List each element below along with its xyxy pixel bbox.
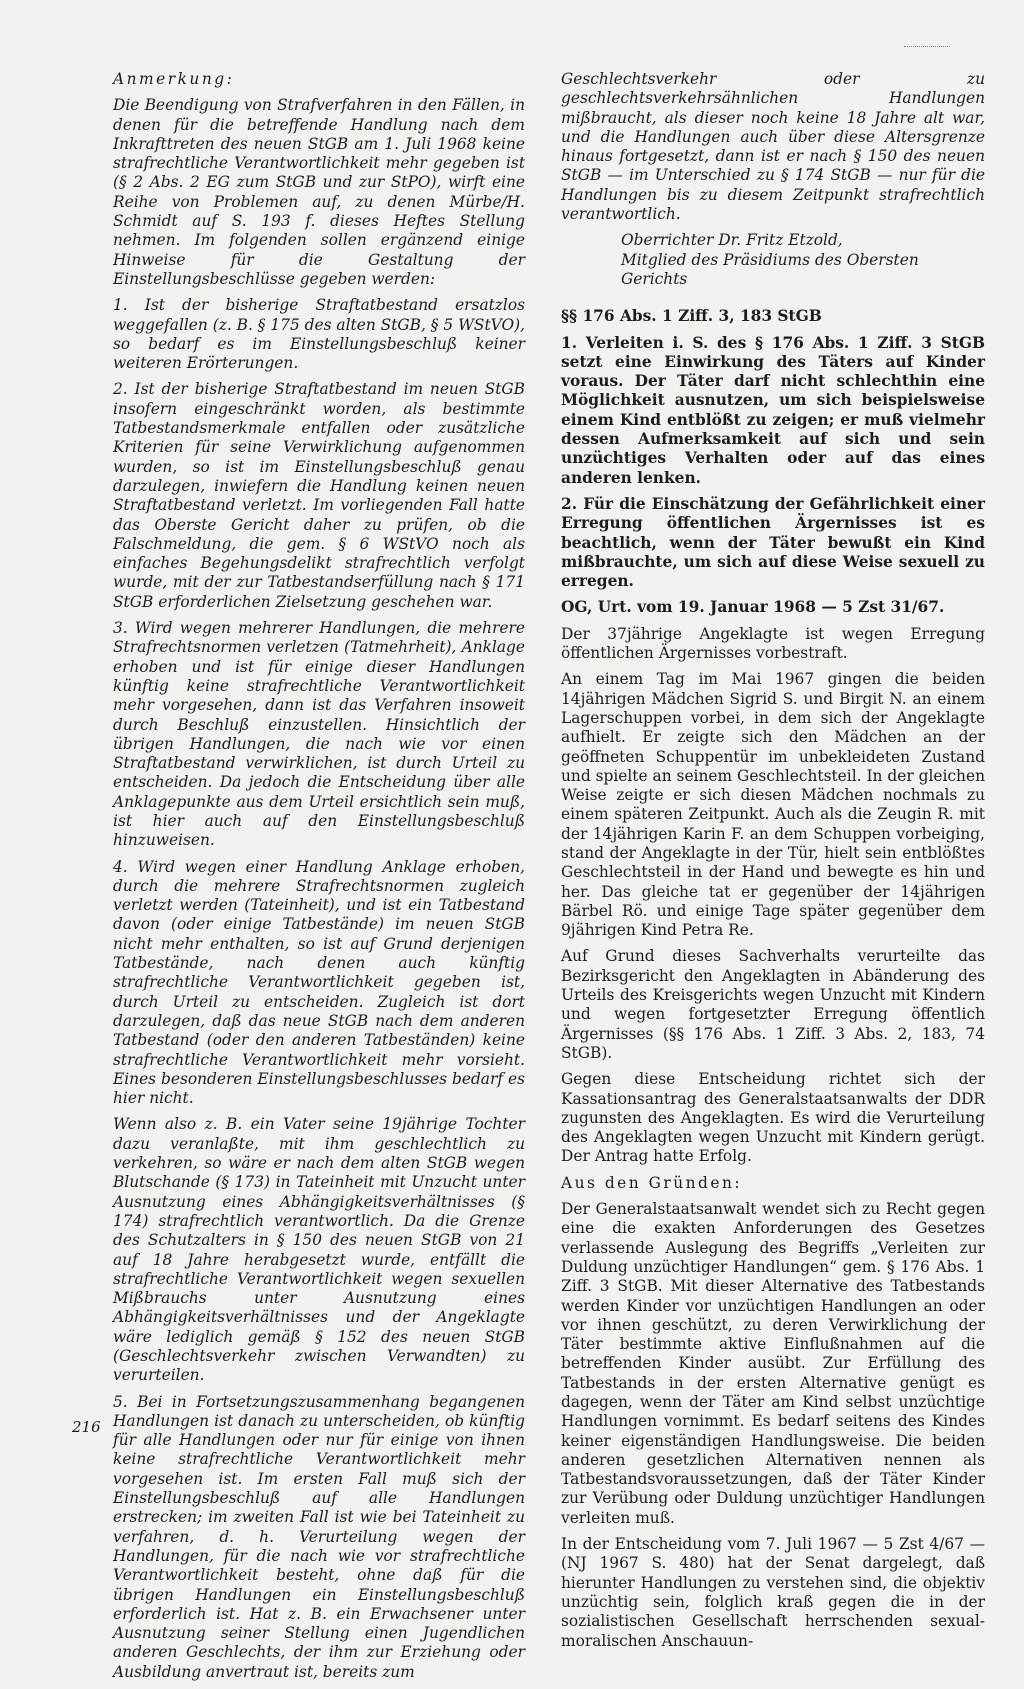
- scan-mark: [904, 46, 950, 49]
- left-paragraph: 4. Wird wegen einer Handlung Anklage erhoben, durch die mehrere Strafrechtsnormen zugleich verletzt werden (Tateinheit), und ist ein Tatbestand davon (oder einige Tatbestände) im neuen StGB nicht mehr enthalten, so ist auf Grund derjenigen Tatbestände, nach denen auch künftig strafrechtliche Verantwortlichkeit gegeben ist, durch Urteil zu entscheiden. Zugleich ist dort darzulegen, daß das neue StGB nach dem anderen Tatbestand (oder den anderen Tatbeständen) keine strafrechtliche Verantwortlichkeit mehr vorsieht. Eines besonderen Einstellungsbeschlusses bedarf es hier nicht.: [113, 857, 525, 1108]
- left-paragraph: 1. Ist der bisherige Straftatbestand ersatzlos weggefallen (z. B. § 175 des alten StGB, § 5 WStVO), so bedarf es im Einstellungsbeschluß keiner weiteren Erörterungen.: [113, 296, 525, 373]
- left-column: [113, 70, 525, 1689]
- decision-citation: OG, Urt. vom 19. Januar 1968 — 5 Zst 31/67.: [561, 598, 945, 617]
- continuation-paragraph: Geschlechtsverkehr oder zu geschlechtsverkehrsähnlichen Handlungen mißbraucht, als dieser noch keine 18 Jahre alt war, und die Handlungen auch über diese Altersgrenze hinaus fortgesetzt, dann ist er nach § 150 des neuen StGB — im Unterschied zu § 174 StGB — nur für die Handlungen bis zu diesem Zeitpunkt strafrechtlich verantwortlich.: [561, 70, 985, 224]
- grounds-paragraph: In der Entscheidung vom 7. Juli 1967 — 5 Zst 4/67 — (NJ 1967 S. 480) hat der Senat dargelegt, daß hierunter Handlungen zu verstehen sind, die objektiv unzüchtig sein, folglich kraß gegen die in der sozialistischen Gesellschaft herrschenden sexual-moralischen Anschauun-: [561, 1535, 985, 1650]
- left-paragraph: Wenn also z. B. ein Vater seine 19jährige Tochter dazu veranlaßte, mit ihm geschlechtlich zu verkehren, so wäre er nach dem alten StGB wegen Blutschande (§ 173) in Tateinheit mit Unzucht unter Ausnutzung eines Abhängigkeitsverhältnisses (§ 174) strafrechtlich verantwortlich. Da die Grenze des Schutzalters in § 150 des neuen StGB von 21 auf 18 Jahre herabgesetzt wurde, entfällt die strafrechtliche Verantwortlichkeit wegen sexuellen Mißbrauchs unter Ausnutzung eines Abhängigkeitsverhältnisses und der Angeklagte wäre lediglich gemäß § 152 des neuen StGB (Geschlechtsverkehr zwischen Verwandten) zu verurteilen.: [113, 1115, 525, 1385]
- author-title: Mitglied des Präsidiums des Obersten Gerichts: [621, 250, 919, 288]
- right-paragraph: An einem Tag im Mai 1967 gingen die beiden 14jährigen Mädchen Sigrid S. und Birgit N. an einem Lagerschuppen vorbei, in dem sich der Angeklagte aufhielt. Er zeigte sich den Mädchen an der geöffneten Schuppentür im unbekleideten Zustand und spielte an seinem Geschlechtsteil. In der gleichen Weise zeigte er sich diesen Mädchen nochmals zu einem späteren Zeitpunkt. Auch als die Zeugin R. mit der 14jährigen Karin F. an dem Schuppen vorbeiging, stand der Angeklagte in der Tür, hielt sein entblößtes Geschlechtsteil in der Hand und bewegte es hin und her. Das gleiche tat er gegenüber der 14jährigen Bärbel Rö. und einige Tage später gegenüber dem 9jährigen Kind Petra Re.: [561, 670, 985, 940]
- right-paragraph: Gegen diese Entscheidung richtet sich der Kassationsantrag des Generalstaatsanwalts der DDR zugunsten des Angeklagten. Es wird die Verurteilung des Angeklagten wegen Unzucht mit Kindern gerügt. Der Antrag hatte Erfolg.: [561, 1070, 985, 1166]
- left-paragraph: 3. Wird wegen mehrerer Handlungen, die mehrere Strafrechtsnormen verletzen (Tatmehrheit), Anklage erhoben und ist für einige dieser Handlungen künftig keine strafrechtliche Verantwortlichkeit mehr vorgesehen, dann ist das Verfahren insoweit durch Beschluß einzustellen. Hinsichtlich der übrigen Handlungen, die nach wie vor einen Straftatbestand verwirklichen, ist durch Urteil zu entscheiden. Da jedoch die Entscheidung über alle Anklagepunkte aus dem Urteil ersichtlich sein muß, ist hier auch auf den Einstellungsbeschluß hinzuweisen.: [113, 619, 525, 850]
- left-paragraph: Die Beendigung von Strafverfahren in den Fällen, in denen für die betreffende Handlung nach dem Inkrafttreten des neuen StGB am 1. Juli 1968 keine strafrechtliche Verantwortlichkeit mehr gegeben ist (§ 2 Abs. 2 EG zum StGB und zur StPO), wirft eine Reihe von Problemen auf, zu denen Mürbe/H. Schmidt auf S. 193 f. dieses Heftes Stellung nehmen. Im folgenden sollen ergänzend einige Hinweise für die Gestaltung der Einstellungsbeschlüsse gegeben werden:: [113, 96, 525, 288]
- right-paragraph: Auf Grund dieses Sachverhalts verurteilte das Bezirksgericht den Angeklagten in Abänderung des Urteils des Kreisgerichts wegen Unzucht mit Kindern und wegen fortgesetzter Erregung öffentlich Ärgernisses (§§ 176 Abs. 1 Ziff. 3 Abs. 2, 183, 74 StGB).: [561, 947, 985, 1062]
- grounds-heading: Aus den Gründen:: [561, 1173, 743, 1192]
- right-column: [561, 70, 985, 1658]
- page-number: 216: [72, 1418, 101, 1436]
- author-name: Oberrichter Dr. Fritz Etzold,: [621, 231, 843, 250]
- right-paragraph: Der 37jährige Angeklagte ist wegen Erregung öffentlichen Ärgernisses vorbestraft.: [561, 624, 985, 663]
- headnote: 2. Für die Einschätzung der Gefährlichkeit einer Erregung öffentlichen Ärgernisses ist es beachtlich, wenn der Täter bewußt ein Kind mißbrauchte, um sich auf diese Weise sexuell zu erregen.: [561, 494, 985, 591]
- left-paragraph: 2. Ist der bisherige Straftatbestand im neuen StGB insofern eingeschränkt worden, als bestimmte Tatbestandsmerkmale entfallen oder zusätzliche Kriterien für seine Verwirklichung aufgenommen wurden, so ist im Einstellungsbeschluß genau darzulegen, inwiefern die Handlung keinen neuen Straftatbestand verletzt. Im vorliegenden Fall hatte das Oberste Gericht daher zu prüfen, ob die Falschmeldung, die gem. § 6 WStVO noch als einfaches Begehungsdelikt strafrechtlich verfolgt wurde, mit der zur Tatbestandserfüllung nach § 171 StGB erforderlichen Zielsetzung geschehen war.: [113, 380, 525, 611]
- section-title: §§ 176 Abs. 1 Ziff. 3, 183 StGB: [561, 307, 822, 326]
- grounds-paragraph: Der Generalstaatsanwalt wendet sich zu Recht gegen eine die exakten Anforderungen des Gesetzes verlassende Auslegung des Begriffs „Verleiten zur Duldung unzüchtiger Handlungen“ gem. § 176 Abs. 1 Ziff. 3 StGB. Mit dieser Alternative des Tatbestands werden Kinder vor unzüchtigen Handlungen an oder vor ihnen geschützt, zu deren Verwirklichung der Täter bestimmte aktive Einflußnahmen auf die betreffenden Kinder ausübt. Zur Erfüllung des Tatbestands in der ersten Alternative genügt es dagegen, wenn der Täter am Kind selbst unzüchtige Handlungen vornimmt. Es bedarf seitens des Kindes keiner eigenständigen Handlungsweise. Die beiden anderen gesetzlichen Alternativen nennen als Tatbestandsvoraussetzungen, daß der Täter Kinder zur Verübung oder Duldung unzüchtiger Handlungen verleiten muß.: [561, 1200, 985, 1527]
- annotation-heading: Anmerkung:: [113, 70, 235, 88]
- headnote: 1. Verleiten i. S. des § 176 Abs. 1 Ziff. 3 StGB setzt eine Einwirkung des Täters auf Kinder voraus. Der Täter darf nicht schlechthin eine Möglichkeit ausnutzen, um sich beispielsweise einem Kind entblößt zu zeigen; er muß vielmehr dessen Aufmerksamkeit auf sich und sein unzüchtiges Verhalten oder auf das eines anderen lenken.: [561, 333, 985, 487]
- left-paragraph: 5. Bei in Fortsetzungszusammenhang begangenen Handlungen ist danach zu unterscheiden, ob künftig für alle Handlungen oder nur für einige von ihnen keine strafrechtliche Verantwortlichkeit mehr vorgesehen ist. Im ersten Fall muß sich der Einstellungsbeschluß auf alle Handlungen erstrecken; im zweiten Fall ist wie bei Tateinheit zu verfahren, d. h. Verurteilung wegen der Handlungen, für die nach wie vor strafrechtliche Verantwortlichkeit besteht, ohne daß für die übrigen Handlungen ein Einstellungsbeschluß erforderlich ist. Hat z. B. ein Erwachsener unter Ausnutzung seiner Stellung einen Jugendlichen anderen Geschlechts, der ihm zur Erziehung oder Ausbildung anvertraut ist, bereits zum: [113, 1392, 525, 1681]
